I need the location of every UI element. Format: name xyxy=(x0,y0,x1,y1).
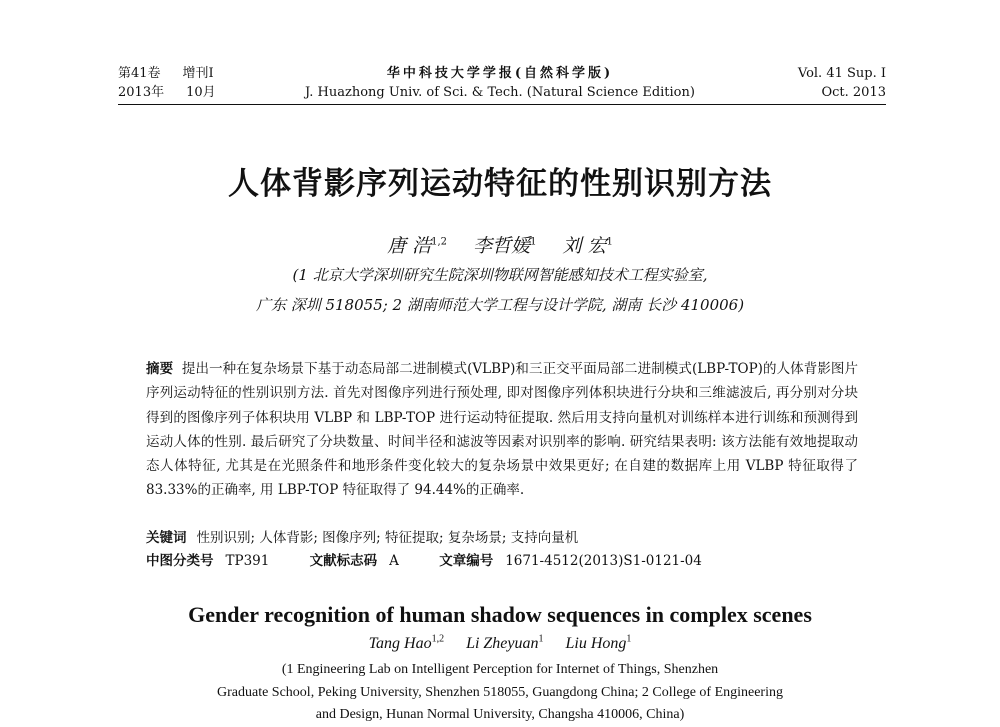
affiliation-en-line: and Design, Hunan Normal University, Changsha 410006, China) xyxy=(315,707,685,722)
classification-info xyxy=(146,549,858,573)
affiliation-en xyxy=(0,659,1000,727)
affiliation-cn-line: 广东 深圳 518055; 2 湖南师范大学工程与设计学院, 湖南 长沙 410006) xyxy=(255,296,745,314)
author-cn: 李哲媛$^1$ xyxy=(473,235,537,257)
year-cn: 2013年 xyxy=(118,85,165,100)
affiliation-cn xyxy=(0,260,1000,320)
article-number-value: 1671-4512(2013)S1-0121-04 xyxy=(505,553,702,569)
keywords-label: 关键词 xyxy=(146,530,187,546)
authors-en xyxy=(0,634,1000,653)
affiliation-en-line: (1 Engineering Lab on Intelligent Perception for Internet of Things, Shenzhen xyxy=(281,662,719,677)
keywords-text: 性别识别; 人体背影; 图像序列; 特征提取; 复杂场景; 支持向量机 xyxy=(196,530,579,546)
clc-value: TP391 xyxy=(225,553,270,569)
author-cn: 唐 浩$^{1,2}$ xyxy=(387,235,448,257)
abstract-text: 提出一种在复杂场景下基于动态局部二进制模式(VLBP)和三正交平面局部二进制模式(LBP-TOP)的人体背影图片序列运动特征的性别识别方法. 首先对图像序列进行预处理, 即对图像序列体积块进行分块和三维滤波后, 再分别对分块得到的图像序列子体积块用 VLBP 和 LBP-TOP 进行运动特征提取. 然后用支持向量机对训练样本进行训练和预测得到运动人体的性别. 最后研究了分块数量、时间半径和滤波等因素对识别率的影响. 研究结果表明: 该方法能有效地提取动态人体特征, 尤其是在光照条件和地形条件变化较大的复杂场景中效果更好; 在自建的数据库上用 VLBP 特征取得了 83.33%的正确率, 用 LBP-TOP 特征取得了 94.44%的正确率. xyxy=(146,361,858,499)
doc-code-value: A xyxy=(389,553,399,569)
journal-issue-info-en xyxy=(798,64,886,102)
abstract xyxy=(146,357,858,503)
abstract-label: 摘要 xyxy=(146,361,174,377)
authors-cn xyxy=(0,231,1000,258)
month-cn: 10月 xyxy=(186,85,216,100)
author-en: Liu Hong$^1$ xyxy=(565,634,632,653)
journal-issue-info-cn xyxy=(118,64,216,102)
journal-name-en: J. Huazhong Univ. of Sci. & Tech. (Natural Science Edition) xyxy=(305,85,695,100)
paper-title-en: Gender recognition of human shadow sequences in complex scenes xyxy=(188,602,812,627)
doc-code-label: 文献标志码 xyxy=(309,553,378,569)
article-number-label: 文章编号 xyxy=(439,553,494,569)
volume-cn: 第41卷 xyxy=(118,66,161,81)
author-en: Tang Hao$^{1,2}$ xyxy=(368,634,445,653)
affiliation-cn-line: (1 北京大学深圳研究生院深圳物联网智能感知技术工程实验室, xyxy=(292,266,708,284)
author-en: Li Zheyuan$^1$ xyxy=(466,634,544,653)
journal-name xyxy=(290,64,710,102)
journal-name-cn: 华中科技大学学报(自然科学版) xyxy=(386,66,614,81)
volume-en: Vol. 41 Sup. Ⅰ xyxy=(797,66,886,81)
clc-label: 中图分类号 xyxy=(146,553,214,569)
author-cn: 刘 宏$^1$ xyxy=(562,235,613,257)
header-rule xyxy=(118,104,886,105)
affiliation-en-line: Graduate School, Peking University, Shenzhen 518055, Guangdong China; 2 College of Engineering xyxy=(217,684,783,700)
date-en: Oct. 2013 xyxy=(821,85,886,100)
supplement-cn: 增刊Ⅰ xyxy=(182,66,214,81)
paper-title-cn: 人体背影序列运动特征的性别识别方法 xyxy=(228,166,772,202)
keywords xyxy=(146,526,858,550)
